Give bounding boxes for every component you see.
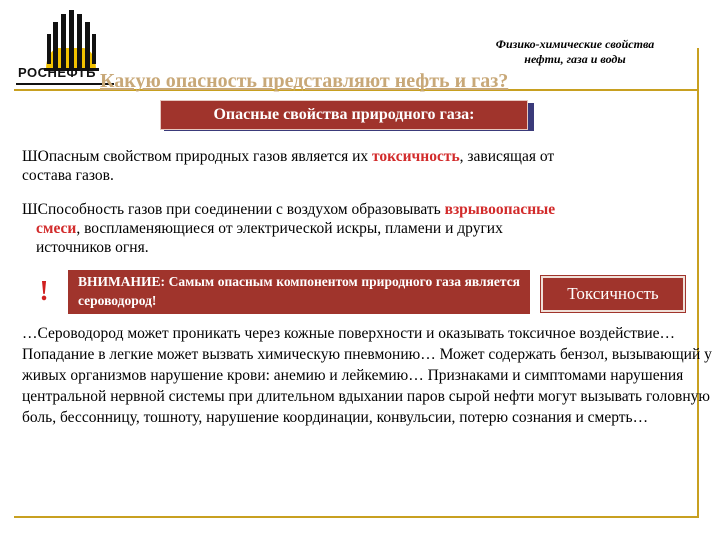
main-question-title: Какую опасность представляют нефть и газ? [100,70,509,92]
paragraph-toxicity [22,147,712,185]
logo-wordmark: РОСНЕФТЬ [18,65,96,80]
para2-text: Способность газов при соединении с воздухом образовывать [37,201,445,218]
body-paragraph: …Сероводород может проникать через кожные поверхности и оказывать токсичное воздействие… Попадание в легкие может вызвать химическую пневмонию… Может содержать бензол, вызывающий у живых организмов нарушение крови: анемию и лейкемию… Признаками и симптомами нарушения центральной нервной системы при длительном вдыхании паров сырой нефти могут вызывать головную боль, бессонницу, тошноту, нарушение координации, конвульсии, потерю сознания и смерть… [22,325,712,426]
bullet-marker: Ш [22,148,38,165]
para1-text: Опасным свойством природных газов является их [37,148,373,165]
para1-highlight: токсичность [372,148,460,165]
warning-box: ВНИМАНИЕ: Самым опасным компонентом природного газа является сероводород! [68,270,530,314]
para2-highlight-2: смеси [36,220,77,237]
exclamation-icon: ! [39,276,49,307]
para1-after: , зависящая от [459,148,555,165]
frame-bottom-line [14,516,699,518]
topic-line-2: нефти, газа и воды [524,52,626,66]
para2-after: , воспламеняющиеся от электрической искры, пламени и других [76,220,503,237]
para1-line2: состава газов. [22,167,114,184]
topic-heading [455,37,695,67]
topic-line-1: Физико-химические свойства [495,37,655,51]
paragraph-explosive [22,200,712,257]
subtitle-box: Опасные свойства природного газа: [160,100,528,130]
para2-line3: источников огня. [36,239,149,256]
toxicity-label-box: Токсичность [541,276,685,312]
bullet-marker: Ш [22,201,38,218]
para2-highlight-1: взрывоопасные [444,201,556,218]
frame-right-line [697,48,699,518]
